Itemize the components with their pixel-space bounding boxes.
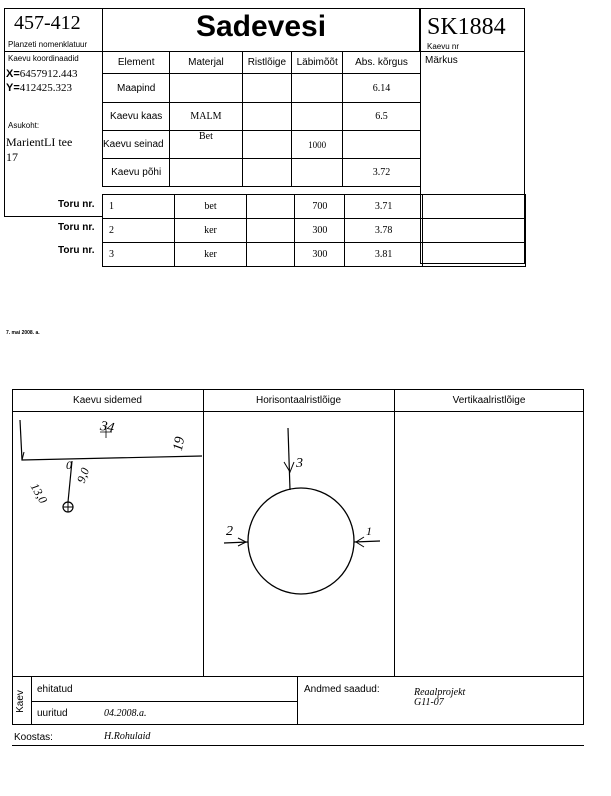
pipe-row (103, 219, 526, 243)
address-label: Asukoht: (8, 121, 40, 130)
address-line1: MarientLI tee (6, 135, 73, 149)
pipe-note (422, 219, 525, 243)
well-number: SK1884 (427, 14, 506, 40)
pipe-diameter: 300 (295, 219, 345, 243)
x-value: 6457912.443 (19, 68, 78, 80)
source-value-1: Reaalprojekt (414, 687, 466, 698)
coords-label: Kaevu koordinaadid (8, 54, 79, 63)
row-height: 6.14 (343, 74, 421, 103)
well-table (102, 51, 421, 187)
surveyed-value: 04.2008.a. (104, 708, 147, 719)
pipe-section (246, 219, 295, 243)
row-label: Kaevu põhi (103, 159, 170, 187)
compiled-value: H.Rohulaid (104, 731, 151, 742)
pipe-label-2: Toru nr. (58, 222, 95, 233)
row-height: 3.72 (343, 159, 421, 187)
built-label: ehitatud (37, 684, 73, 695)
row-label: Kaevu kaas (103, 103, 170, 131)
sketch-col3-title: Vertikaalristlõige (452, 395, 526, 406)
col-diameter: Läbimõõt (292, 52, 343, 74)
table-header-row (103, 52, 421, 74)
y-value: 412425.323 (19, 82, 73, 94)
sketch-divider-2 (394, 389, 395, 677)
y-label: Y= (6, 82, 20, 94)
pipe-height: 3.78 (345, 219, 422, 243)
pipe-note (422, 195, 525, 219)
row-section (242, 103, 292, 131)
row-diameter (292, 103, 343, 131)
col-material: Materjal (170, 52, 242, 74)
col-height: Abs. kõrgus (343, 52, 421, 74)
hand-note-19: 19 (170, 435, 189, 453)
pipe-number: 1 (103, 195, 175, 219)
pipe-3-label: 3 (296, 456, 303, 471)
pipe-material: ker (175, 219, 246, 243)
footer-side-label: Kaev (14, 690, 26, 713)
hand-note-13: 13,0 (27, 480, 51, 506)
pipe-note (422, 243, 525, 267)
table-row (103, 103, 421, 131)
row-material (170, 159, 242, 187)
surveyed-label: uuritud (37, 708, 68, 719)
row-height: 6.5 (343, 103, 421, 131)
notes-label: Märkus (425, 55, 458, 66)
sketch-col1-title: Kaevu sidemed (73, 395, 142, 406)
pipe-section (246, 195, 295, 219)
table-row (103, 159, 421, 187)
pipe-diameter: 700 (295, 195, 345, 219)
pipe-2-label: 2 (226, 524, 233, 539)
pipe-label-1: Toru nr. (58, 199, 95, 210)
row-material: MALM (170, 103, 242, 131)
pipe-row (103, 195, 526, 219)
compiled-row-line (12, 745, 584, 746)
x-label: X= (6, 68, 20, 80)
table-row (103, 131, 421, 159)
pipe-table (102, 194, 526, 267)
sketch-col2-title: Horisontaalristlõige (255, 395, 342, 406)
row-diameter: 1000 (292, 131, 343, 159)
row-material: Bet (170, 131, 242, 159)
row-section (242, 159, 292, 187)
page-title: Sadevesi (195, 10, 327, 43)
date-note: 7. mai 2008. a. (6, 330, 40, 336)
pipe-material: ker (175, 243, 246, 267)
hand-note-34: 34 (98, 418, 116, 437)
map-number: 457-412 (14, 12, 81, 34)
pipe-row (103, 243, 526, 267)
hand-note-0: 0 (66, 458, 72, 472)
row-section (242, 131, 292, 159)
pipe-material: bet (175, 195, 246, 219)
pipe-section (246, 243, 295, 267)
compiled-label: Koostas: (14, 732, 53, 743)
x-coordinate (6, 68, 78, 80)
col-section: Ristlõige (242, 52, 292, 74)
map-number-label: Planzeti nomenklatuur (8, 40, 88, 49)
table-row (103, 74, 421, 103)
footer-row-divider (31, 701, 297, 702)
source-value-2: G11-07 (414, 697, 444, 708)
pipe-height: 3.71 (345, 195, 422, 219)
pipe-diameter: 300 (295, 243, 345, 267)
row-section (242, 74, 292, 103)
pipe-number: 2 (103, 219, 175, 243)
pipe-1-label: 1 (366, 524, 372, 538)
row-diameter (292, 74, 343, 103)
row-diameter (292, 159, 343, 187)
horizontal-section-sketch (204, 412, 394, 612)
well-number-label: Kaevu nr (427, 42, 460, 51)
row-height (343, 131, 421, 159)
row-material (170, 74, 242, 103)
col-element: Element (103, 52, 170, 74)
y-coordinate (6, 82, 72, 94)
pipe-label-3: Toru nr. (58, 245, 95, 256)
pipe-height: 3.81 (345, 243, 422, 267)
footer-mid-divider (297, 677, 298, 725)
row-label: Kaevu seinad (103, 131, 170, 159)
pipe-number: 3 (103, 243, 175, 267)
address-line2: 17 (6, 150, 18, 164)
row-label: Maapind (103, 74, 170, 103)
source-label: Andmed saadud: (304, 684, 380, 695)
hand-note-9: 9,0 (73, 465, 93, 485)
